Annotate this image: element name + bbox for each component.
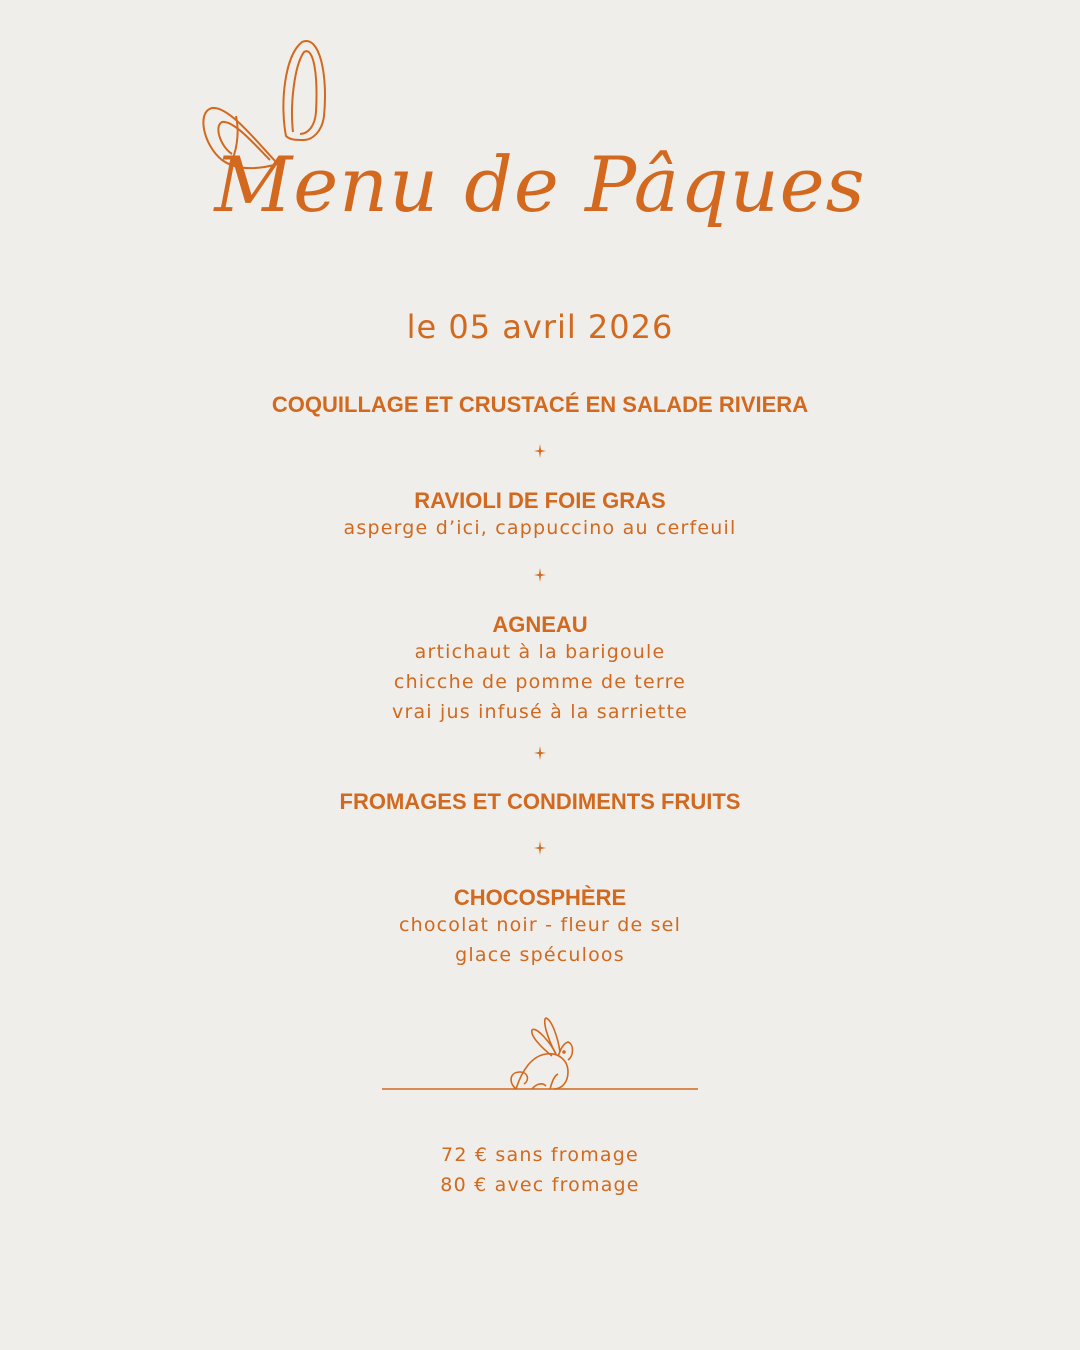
course-line: asperge d’ici, cappuccino au cerfeuil <box>343 517 737 539</box>
course-title: AGNEAU <box>492 612 588 637</box>
sparkle-icon <box>534 568 546 582</box>
sparkle-icon <box>534 444 546 458</box>
course-title: FROMAGES ET CONDIMENTS FRUITS <box>339 789 741 814</box>
course-line: artichaut à la barigoule <box>414 641 666 663</box>
price-line: 80 € avec fromage <box>440 1174 640 1196</box>
bunny-icon <box>382 1012 698 1096</box>
course-title: CHOCOSPHÈRE <box>453 885 627 910</box>
course-line: chicche de pomme de terre <box>393 671 687 693</box>
sparkle-icon <box>534 841 546 855</box>
course-line: glace spéculoos <box>455 944 625 966</box>
menu-title: Menu de Pâques <box>214 140 866 229</box>
course-line: chocolat noir - fleur de sel <box>398 914 682 936</box>
course-title: RAVIOLI DE FOIE GRAS <box>414 488 666 513</box>
course-title: COQUILLAGE ET CRUSTACÉ EN SALADE RIVIERA <box>271 392 809 417</box>
course-line: vrai jus infusé à la sarriette <box>392 701 688 723</box>
price-line: 72 € sans fromage <box>441 1144 639 1166</box>
sparkle-icon <box>534 746 546 760</box>
menu-date: le 05 avril 2026 <box>406 308 674 346</box>
